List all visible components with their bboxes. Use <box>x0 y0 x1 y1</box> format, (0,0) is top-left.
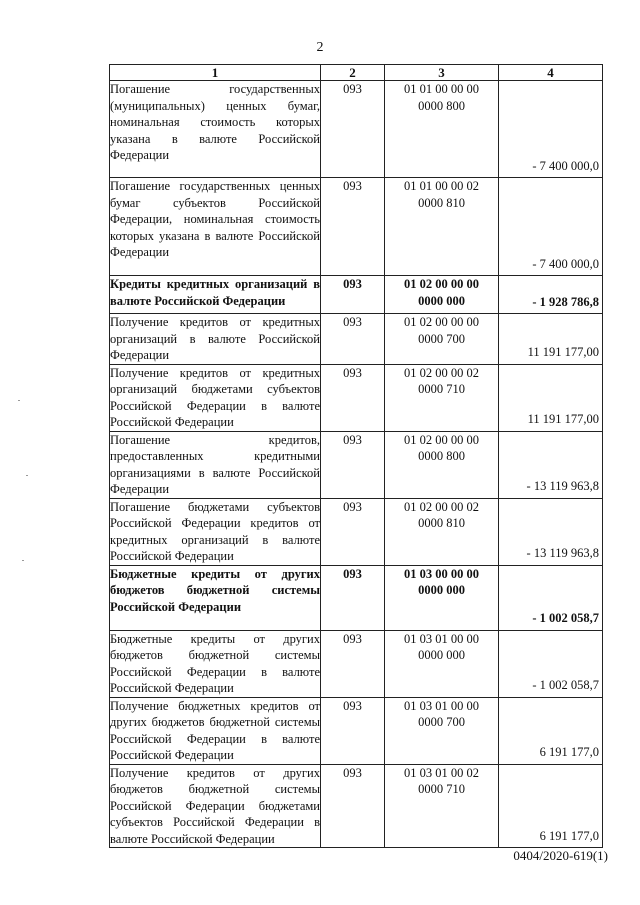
table-row <box>110 364 603 431</box>
page-number: 2 <box>316 40 324 55</box>
table-row <box>110 764 603 848</box>
row-amount: 6 191 177,0 <box>499 764 603 848</box>
row-code-line-1: 01 03 00 00 00 <box>404 566 479 581</box>
row-code-line-2: 0000 000 <box>418 648 465 662</box>
row-admin-code: 093 <box>321 431 385 498</box>
row-code-line-1: 01 01 00 00 02 <box>404 179 479 193</box>
row-code-line-1: 01 02 00 00 02 <box>404 365 479 380</box>
row-admin-code: 093 <box>321 697 385 764</box>
table-row <box>110 178 603 276</box>
row-name: Погашение государственных ценных бумаг субъектов Российской Федерации, номинальная стоимость которых указана в валюте Российской Федерации <box>110 179 320 259</box>
header-col-3: 3 <box>385 65 499 81</box>
row-code-line-1: 01 02 00 00 00 <box>404 277 479 291</box>
row-amount: - 1 928 786,8 <box>499 276 603 314</box>
row-admin-code: 093 <box>321 81 385 178</box>
scan-mark <box>26 475 28 476</box>
row-admin-code: 093 <box>321 498 385 565</box>
row-code-line-1: 01 03 01 00 00 <box>404 631 479 646</box>
scan-mark <box>18 400 20 401</box>
row-code-line-1: 01 03 01 00 02 <box>404 765 479 780</box>
row-name-cell <box>110 630 321 697</box>
row-code-line-1: 01 02 00 00 00 <box>404 432 479 447</box>
row-name-cell <box>110 81 321 178</box>
row-name-cell <box>110 764 321 848</box>
document-number: 0404/2020-619(1) <box>513 848 608 863</box>
row-name: Получение кредитов от кредитных организаций в валюте Российской Федерации <box>110 315 320 362</box>
row-code-line-2: 0000 800 <box>418 449 465 463</box>
row-name: Бюджетные кредиты от других бюджетов бюджетной системы Российской Федерации в валюте Российской Федерации <box>110 631 320 695</box>
row-code-line-2: 0000 800 <box>418 98 465 113</box>
row-name-cell <box>110 498 321 565</box>
row-budget-code-cell <box>385 276 499 314</box>
row-budget-code-cell <box>385 314 499 365</box>
row-code-line-2: 0000 000 <box>418 293 465 308</box>
row-budget-code-cell <box>385 431 499 498</box>
row-name-cell <box>110 431 321 498</box>
row-code-line-1: 01 02 00 00 02 <box>404 499 479 514</box>
row-amount: - 1 002 058,7 <box>499 630 603 697</box>
row-code-line-2: 0000 700 <box>418 715 465 729</box>
table-body <box>110 81 603 848</box>
row-name: Получение кредитов от других бюджетов бюджетной системы Российской Федерации бюджетами субъектов Российской Федерации в валюте Российской Федерации <box>110 765 320 846</box>
row-amount: - 13 119 963,8 <box>499 498 603 565</box>
row-code-line-2: 0000 710 <box>418 782 465 796</box>
row-admin-code: 093 <box>321 364 385 431</box>
table-header-row <box>110 65 603 81</box>
row-admin-code: 093 <box>321 314 385 365</box>
table-row <box>110 565 603 630</box>
row-budget-code-cell <box>385 565 499 630</box>
row-code-line-1: 01 01 00 00 00 <box>404 82 479 96</box>
header-col-2: 2 <box>321 65 385 81</box>
row-name: Погашение кредитов, предоставленных кредитными организациями в валюте Российской Федерации <box>110 432 320 496</box>
scan-mark <box>22 560 24 561</box>
row-admin-code: 093 <box>321 630 385 697</box>
header-col-4: 4 <box>499 65 603 81</box>
table-row <box>110 498 603 565</box>
row-admin-code: 093 <box>321 565 385 630</box>
row-name-cell <box>110 178 321 276</box>
row-budget-code-cell <box>385 764 499 848</box>
row-code-line-1: 01 02 00 00 00 <box>404 315 479 329</box>
row-amount: 11 191 177,00 <box>499 314 603 365</box>
header-col-1: 1 <box>110 65 321 81</box>
row-name-cell <box>110 364 321 431</box>
row-code-line-1: 01 03 01 00 00 <box>404 698 479 713</box>
row-amount: 6 191 177,0 <box>499 697 603 764</box>
row-code-line-2: 0000 000 <box>418 583 465 597</box>
table-row <box>110 276 603 314</box>
row-amount: - 7 400 000,0 <box>499 178 603 276</box>
table-row <box>110 431 603 498</box>
budget-financing-table <box>109 64 603 848</box>
row-amount: 11 191 177,00 <box>499 364 603 431</box>
row-name: Кредиты кредитных организаций в валюте Российской Федерации <box>110 277 320 308</box>
row-amount: - 7 400 000,0 <box>499 81 603 178</box>
row-name-cell <box>110 276 321 314</box>
row-name: Бюджетные кредиты от других бюджетов бюджетной системы Российской Федерации <box>110 566 320 614</box>
row-code-line-2: 0000 700 <box>418 331 465 346</box>
row-admin-code: 093 <box>321 764 385 848</box>
row-name-cell <box>110 565 321 630</box>
row-budget-code-cell <box>385 630 499 697</box>
row-code-line-2: 0000 810 <box>418 516 465 530</box>
row-budget-code-cell <box>385 364 499 431</box>
row-admin-code: 093 <box>321 178 385 276</box>
row-name: Получение кредитов от кредитных организаций бюджетами субъектов Российской Федерации в валюте Российской Федерации <box>110 365 320 429</box>
table-row <box>110 630 603 697</box>
row-name: Погашение государственных (муниципальных) ценных бумаг, номинальная стоимость которых указана в валюте Российской Федерации <box>110 82 320 162</box>
row-name-cell <box>110 697 321 764</box>
row-name-cell <box>110 314 321 365</box>
table-row <box>110 314 603 365</box>
row-amount: - 1 002 058,7 <box>499 565 603 630</box>
row-admin-code: 093 <box>321 276 385 314</box>
row-name: Получение бюджетных кредитов от других бюджетов бюджетной системы Российской Федерации в валюте Российской Федерации <box>110 698 320 762</box>
row-budget-code-cell <box>385 178 499 276</box>
table-row <box>110 697 603 764</box>
row-budget-code-cell <box>385 81 499 178</box>
row-name: Погашение бюджетами субъектов Российской Федерации кредитов от кредитных организаций в валюте Российской Федерации <box>110 499 320 563</box>
row-code-line-2: 0000 710 <box>418 382 465 396</box>
row-code-line-2: 0000 810 <box>418 195 465 210</box>
row-budget-code-cell <box>385 697 499 764</box>
row-amount: - 13 119 963,8 <box>499 431 603 498</box>
table-row <box>110 81 603 178</box>
row-budget-code-cell <box>385 498 499 565</box>
